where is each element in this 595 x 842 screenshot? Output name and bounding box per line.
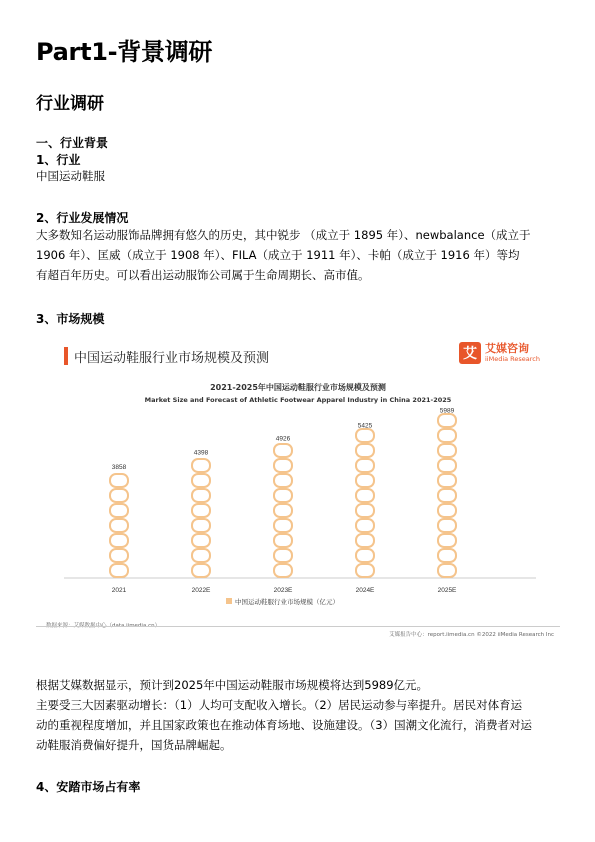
data-label-2021: 3858 xyxy=(111,464,127,472)
figure-source xyxy=(46,621,160,629)
item-text-industry: 中国运动鞋服 xyxy=(36,169,105,183)
market-size-para-2-line-3: 动鞋服消费偏好提升，国货品牌崛起。 xyxy=(36,738,232,752)
bar-2024E xyxy=(356,429,374,577)
item-heading-development: 2、行业发展情况 xyxy=(36,211,129,225)
item-heading-market-size: 3、市场规模 xyxy=(36,312,105,326)
x-tick-label-2021: 2021 xyxy=(111,587,127,594)
section-title: 行业调研 xyxy=(36,94,104,114)
market-size-para-2-line-1: 主要受三大因素驱动增长：（1）人均可支配收入增长。（2）居民运动参与率提升。居民对体育运 xyxy=(36,698,523,712)
x-tick-label-2023E: 2023E xyxy=(273,587,293,594)
development-line-2: 1906 年）、匡威（成立于 1908 年）、FILA（成立于 1911 年）、卡帕（成立于 1916 年）等均 xyxy=(36,248,520,262)
bar-chart xyxy=(36,334,560,624)
legend-swatch xyxy=(226,598,232,604)
figure-footer: 艾媒报告中心：report.iimedia.cn ©2022 iiMedia Research Inc xyxy=(389,632,554,638)
x-tick-label-2025E: 2025E xyxy=(437,587,457,594)
legend-label: 中国运动鞋服行业市场规模（亿元） xyxy=(235,598,339,606)
bar-2023E xyxy=(274,444,292,577)
chart-subtitle: Market Size and Forecast of Athletic Footwear Apparel Industry in China 2021-2025 xyxy=(144,396,452,404)
development-line-1: 大多数知名运动服饰品牌拥有悠久的历史，其中锐步 （成立于 1895 年）、newbalance（成立于 xyxy=(36,228,531,242)
data-label-2024E: 5425 xyxy=(357,422,373,430)
development-line-3: 有超百年历史。可以看出运动服饰公司属于生命周期长、高市值。 xyxy=(36,268,370,282)
item-heading-industry: 1、行业 xyxy=(36,153,81,167)
market-size-para-1: 根据艾媒数据显示，预计到2025年中国运动鞋服市场规模将达到5989亿元。 xyxy=(36,678,429,692)
section-heading-industry-background: 一、行业背景 xyxy=(36,136,109,150)
bar-2022E xyxy=(192,459,210,577)
item-heading-anta-share: 4、安踏市场占有率 xyxy=(36,780,141,794)
market-size-para-2-line-2: 动的重视程度增加，并且国家政策也在推动体育场地、设施建设。（3）国潮文化流行，消费者对运 xyxy=(36,718,533,732)
figure-header-title: 中国运动鞋服行业市场规模及预测 xyxy=(74,350,270,366)
data-label-2023E: 4926 xyxy=(275,435,291,443)
chart-title: 2021-2025年中国运动鞋服行业市场规模及预测 xyxy=(210,383,386,392)
x-tick-label-2022E: 2022E xyxy=(191,587,211,594)
logo-name-en: iiMedia Research xyxy=(484,355,540,363)
x-tick-label-2024E: 2024E xyxy=(355,587,375,594)
logo-mark-icon: 艾 xyxy=(459,342,481,364)
data-label-2025E: 5989 xyxy=(439,407,455,415)
page-title: Part1-背景调研 xyxy=(36,38,213,66)
data-label-2022E: 4398 xyxy=(193,449,209,457)
figure-divider xyxy=(36,626,560,627)
bar-2021 xyxy=(110,474,128,577)
bar-2025E xyxy=(438,414,456,577)
market-size-figure xyxy=(36,334,560,646)
logo-name-cn: 艾媒咨询 xyxy=(484,342,529,355)
